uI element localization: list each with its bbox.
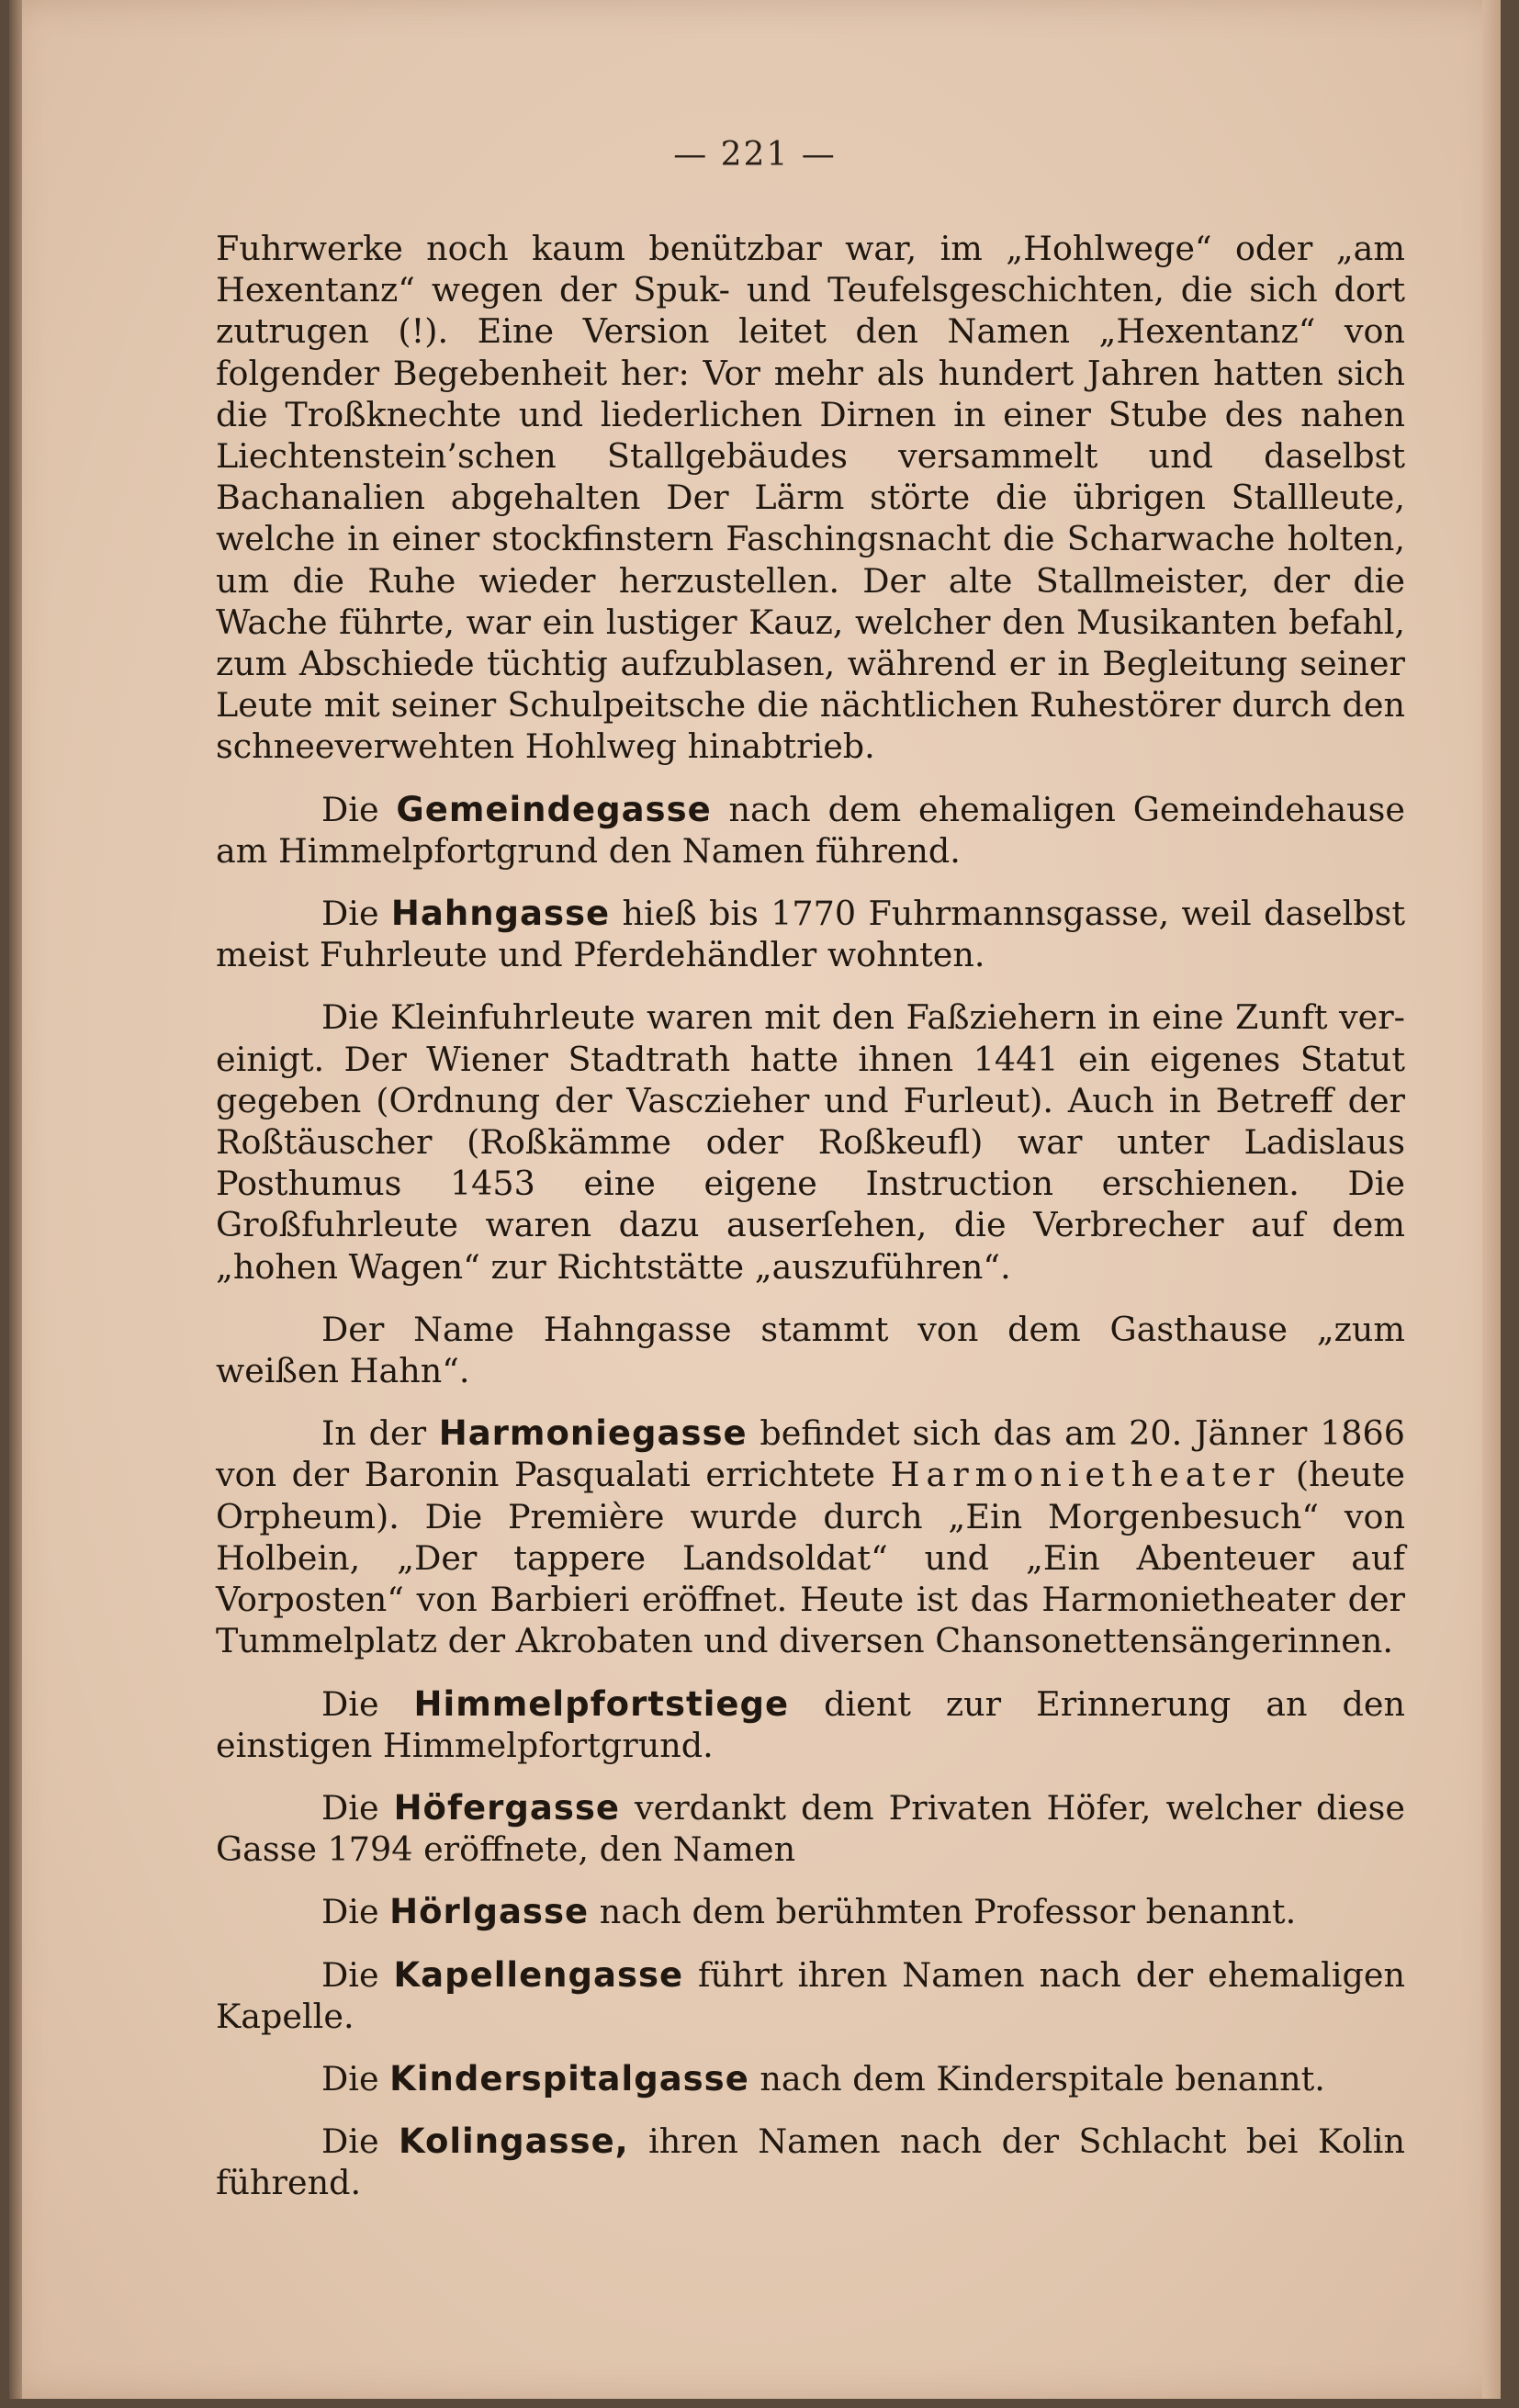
paragraph-hoerlgasse	[216, 1891, 1405, 1932]
street-heading: Kapellengasse	[393, 1954, 684, 1995]
paragraph-kolingasse	[216, 2121, 1405, 2203]
paragraph-text: Der Name Hahngasse stammt von dem Gasthause „zum weißen Hahn“.	[216, 1309, 1405, 1391]
paragraph-fuhrleute	[216, 996, 1405, 1287]
street-heading: Himmelpfortstiege	[413, 1683, 790, 1724]
paragraph-hahngasse	[216, 893, 1405, 975]
paragraph-text: verdankt dem Privaten Höfer, welcher diese Gasse 1794 eröffnete, den Namen	[216, 1787, 1405, 1870]
paragraph-harmoniegasse	[216, 1412, 1405, 1661]
page-number: — 221 —	[673, 136, 837, 174]
street-heading: Höfergasse	[393, 1787, 620, 1828]
paragraph-text: nach dem ehemaligen Gemeindehause am Himmelpfortgrund den Namen führend.	[216, 789, 1405, 871]
paragraph-hexentanz	[216, 228, 1405, 768]
paragraph-text: befindet sich das am 20. Jänner 1866 von der Baronin Pasqualati errichtete	[216, 1413, 1405, 1495]
street-heading: Hörlgasse	[389, 1892, 590, 1932]
street-heading: Gemeindegasse	[396, 789, 712, 829]
paragraph-pre: In der	[321, 1413, 427, 1454]
paragraph-text: hieß bis 1770 Fuhrmannsgasse, weil daselbst meist Fuhrleute und Pferdehändler wohnten.	[216, 894, 1405, 975]
paragraph-pre: Die	[321, 1892, 379, 1932]
theater-name: Harmonietheater	[890, 1455, 1281, 1495]
paragraph-pre: Die	[321, 1787, 379, 1828]
paragraph-text: Die Kleinfuhrleute waren mit den Faßziehern in eine Zunft vereinigt. Der Wiener Stadtrath hatte ihnen 1441 ein eigenes Statut gegeben (Ordnung der Vasczieher und Furleut). Auch in Betreff der Roßtäuscher (Roßkämme oder Roßkeufl) war unter Ladislaus Posthumus 1453 eine eigene Instruction erschienen. Die Großfuhrleute waren dazu auserſehen, die Verbrecher auf dem „hohen Wagen“ zur Richtstätte „auszuführen“.	[216, 997, 1405, 1287]
page-edge	[1482, 0, 1501, 2399]
paragraph-text: führt ihren Namen nach der ehemaligen Kapelle.	[216, 1954, 1406, 2036]
book-spine-shadow	[9, 0, 22, 2399]
paragraph-himmelpfortstiege	[216, 1683, 1405, 1766]
paragraph-text: Fuhrwerke noch kaum benützbar war, im „Hohlwege“ oder „am Hexentanz“ wegen der Spuk- und Teufelsgeschichten, die sich dort zutrugen (!). Eine Version leitet den Namen „Hexentanz“ von folgender Begebenheit her: Vor mehr als hundert Jahren hatten sich die Troßknechte und liederlichen Dirnen in einer Stube des nahen Liechtenstein’schen Stallgebäudes versammelt und daselbst Bachanalien abgehalten Der Lärm störte die übrigen Stallleute, welche in einer stockfinstern Faschingsnacht die Scharwache holten, um die Ruhe wieder herzustellen. Der alte Stallmeister, der die Wache führte, war ein lustiger Kauz, welcher den Musikanten befahl, zum Abschiede tüchtig aufzublasen, während er in Begleitung seiner Leute mit seiner Schulpeitsche die nächtlichen Ruhestörer durch den schneeverwehten Hohlweg hinabtrieb.	[216, 229, 1405, 767]
paragraph-text: nach dem Kinderspitale benannt.	[760, 2058, 1325, 2099]
street-heading: Kolingasse,	[398, 2121, 629, 2162]
paragraph-hoefergasse	[216, 1787, 1405, 1870]
paragraph-pre: Die	[321, 1954, 379, 1995]
paragraph-kinderspitalgasse	[216, 2058, 1405, 2099]
street-heading: Kinderspitalgasse	[389, 2058, 749, 2099]
paragraph-kapellengasse	[216, 1954, 1405, 2037]
book-page	[9, 0, 1501, 2399]
paragraph-text: (heute Orpheum). Die Première wurde durch „Ein Morgenbesuch“ von Holbein, „Der tappere Landsoldat“ und „Ein Abenteuer auf Vorposten“ von Barbieri eröffnet. Heute ist das Harmonietheater der Tummelplatz der Akrobaten und diversen Chansonettensängerinnen.	[216, 1455, 1405, 1661]
paragraph-pre: Die	[321, 1683, 379, 1724]
page-body	[216, 228, 1405, 2204]
paragraph-text: dient zur Erinnerung an den einstigen Himmelpfortgrund.	[216, 1683, 1405, 1765]
paragraph-text: nach dem berühmten Professor benannt.	[599, 1892, 1297, 1932]
paragraph-pre: Die	[321, 2058, 379, 2099]
paragraph-gemeindegasse	[216, 789, 1405, 872]
paragraph-pre: Die	[321, 894, 379, 934]
street-heading: Hahngasse	[390, 894, 611, 934]
paragraph-pre: Die	[321, 789, 379, 829]
paragraph-text: ihren Namen nach der Schlacht bei Kolin führend.	[216, 2121, 1405, 2203]
paragraph-pre: Die	[321, 2121, 379, 2162]
street-heading: Harmoniegasse	[438, 1413, 748, 1454]
paragraph-hahn-name	[216, 1309, 1405, 1391]
